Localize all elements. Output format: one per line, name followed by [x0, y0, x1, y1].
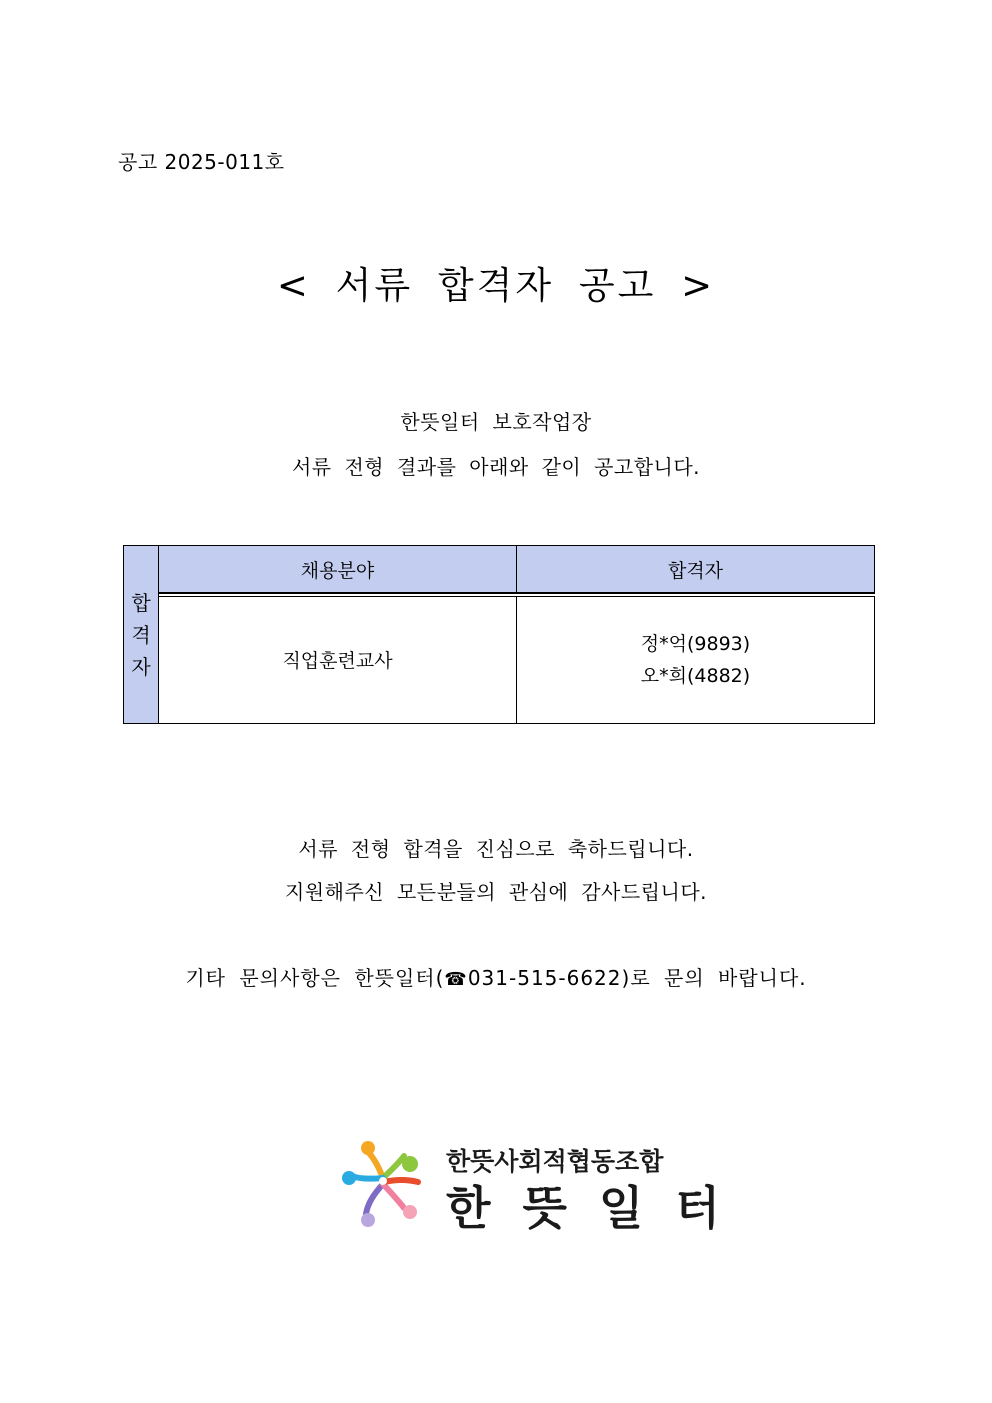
header-passers: 합격자 — [516, 545, 875, 593]
side-label-char: 합 — [131, 590, 151, 615]
logo-mark-icon — [338, 1138, 428, 1230]
passers-cell — [516, 596, 875, 724]
contact-suffix: )로 문의 바랍니다. — [621, 966, 807, 990]
intro-organization: 한뜻일터 보호작업장 — [400, 410, 592, 434]
page-title: < 서류 합격자 공고 > — [276, 264, 716, 307]
congratulations-message: 서류 전형 합격을 진심으로 축하드립니다. — [298, 837, 694, 861]
thanks-message: 지원해주신 모든분들의 관심에 감사드립니다. — [284, 880, 707, 904]
passer-entry: 오*희(4882) — [640, 664, 751, 687]
side-label — [123, 545, 159, 724]
side-label-char: 자 — [131, 654, 151, 679]
passer-entry: 정*억(9893) — [640, 632, 751, 655]
contact-phone: 031-515-6622 — [467, 966, 622, 990]
phone-icon: ☎ — [444, 969, 468, 990]
field-value: 직업훈련교사 — [282, 650, 393, 672]
contact-message — [0, 962, 992, 991]
results-table — [123, 545, 875, 724]
intro-statement: 서류 전형 결과를 아래와 같이 공고합니다. — [291, 455, 701, 479]
logo-name: 한 뜻 일 터 — [446, 1181, 728, 1235]
logo-subtitle: 한뜻사회적협동조합 — [446, 1147, 664, 1176]
notice-number: 공고 2025-011호 — [118, 150, 285, 174]
contact-prefix: 기타 문의사항은 한뜻일터( — [185, 966, 445, 990]
header-field: 채용분야 — [159, 545, 517, 593]
field-cell — [159, 596, 517, 724]
side-label-char: 격 — [131, 622, 151, 647]
